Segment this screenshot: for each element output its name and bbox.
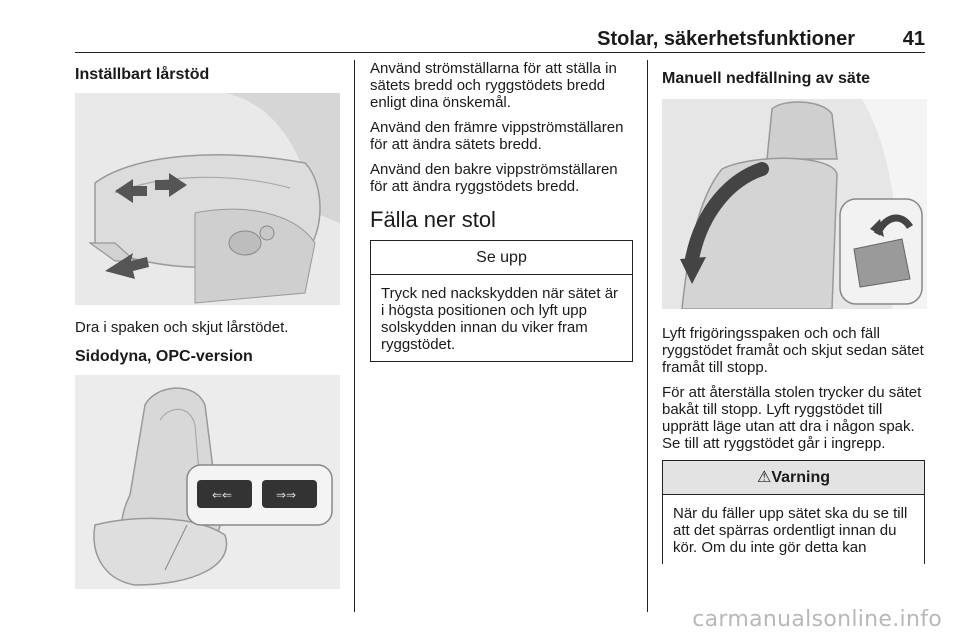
- caution-title: Se upp: [371, 241, 632, 275]
- seat-fold-image: [662, 99, 927, 309]
- warning-title: Varning: [771, 469, 831, 486]
- column-divider-2: [647, 60, 648, 612]
- heading-side-bolster: Sidodyna, OPC-version: [75, 348, 253, 365]
- column-left: [75, 60, 340, 603]
- heading-manual-fold: Manuell nedfällning av säte: [662, 70, 871, 87]
- svg-text:⇐⇐: ⇐⇐: [212, 488, 233, 502]
- page-number: 41: [902, 28, 925, 50]
- svg-text:⇒⇒: ⇒⇒: [276, 488, 297, 502]
- paragraph-release-lever: Lyft frigöringsspaken och och fäll ryggstödet framåt och skjut sedan sätet framåt till stopp.: [662, 325, 924, 376]
- header-title: Stolar, säkerhetsfunktioner: [597, 28, 855, 50]
- side-bolster-illustration: [75, 375, 340, 589]
- heading-thigh-support: Inställbart lårstöd: [75, 66, 210, 83]
- paragraph-switches: Använd strömställarna för att ställa in sätets bredd och ryggstödets bredd enligt dina önskemål.: [370, 60, 617, 111]
- manual-fold-illustration: [662, 99, 927, 309]
- warning-icon: ⚠: [756, 469, 772, 486]
- heading-fold-seat: Fälla ner stol: [370, 207, 496, 232]
- paragraph-restore-seat: För att återställa stolen trycker du sätet bakåt till stopp. Lyft ryggstödet till upprätt läge utan att dra i någon spak. Se till att ryggstödet går i ingrepp.: [662, 384, 922, 452]
- paragraph-front-switch: Använd den främre vippströmställaren för att ändra sätets bredd.: [370, 119, 624, 153]
- warning-box: [662, 460, 925, 564]
- seat-thigh-support-image: [75, 93, 340, 305]
- caution-box: [370, 240, 633, 362]
- thigh-support-illustration: [75, 93, 340, 305]
- page-header: [75, 24, 925, 53]
- paragraph-rear-switch: Använd den bakre vippströmställaren för att ändra ryggstödets bredd.: [370, 161, 618, 195]
- warning-text: När du fäller upp sätet ska du se till att det spärras ordentligt innan du kör. Om du inte gör detta kan: [673, 505, 908, 556]
- seat-side-bolster-image: [75, 375, 340, 589]
- caption-thigh-support: Dra i spaken och skjut lårstödet.: [75, 319, 289, 336]
- column-middle: [370, 60, 635, 362]
- warning-header: [663, 461, 924, 495]
- column-divider-1: [354, 60, 355, 612]
- watermark: carmanualsonline.info: [692, 607, 942, 632]
- column-right: [662, 60, 927, 564]
- caution-text: Tryck ned nackskydden när sätet är i högsta positionen och lyft upp solskydden innan du viker fram ryggstödet.: [381, 285, 619, 353]
